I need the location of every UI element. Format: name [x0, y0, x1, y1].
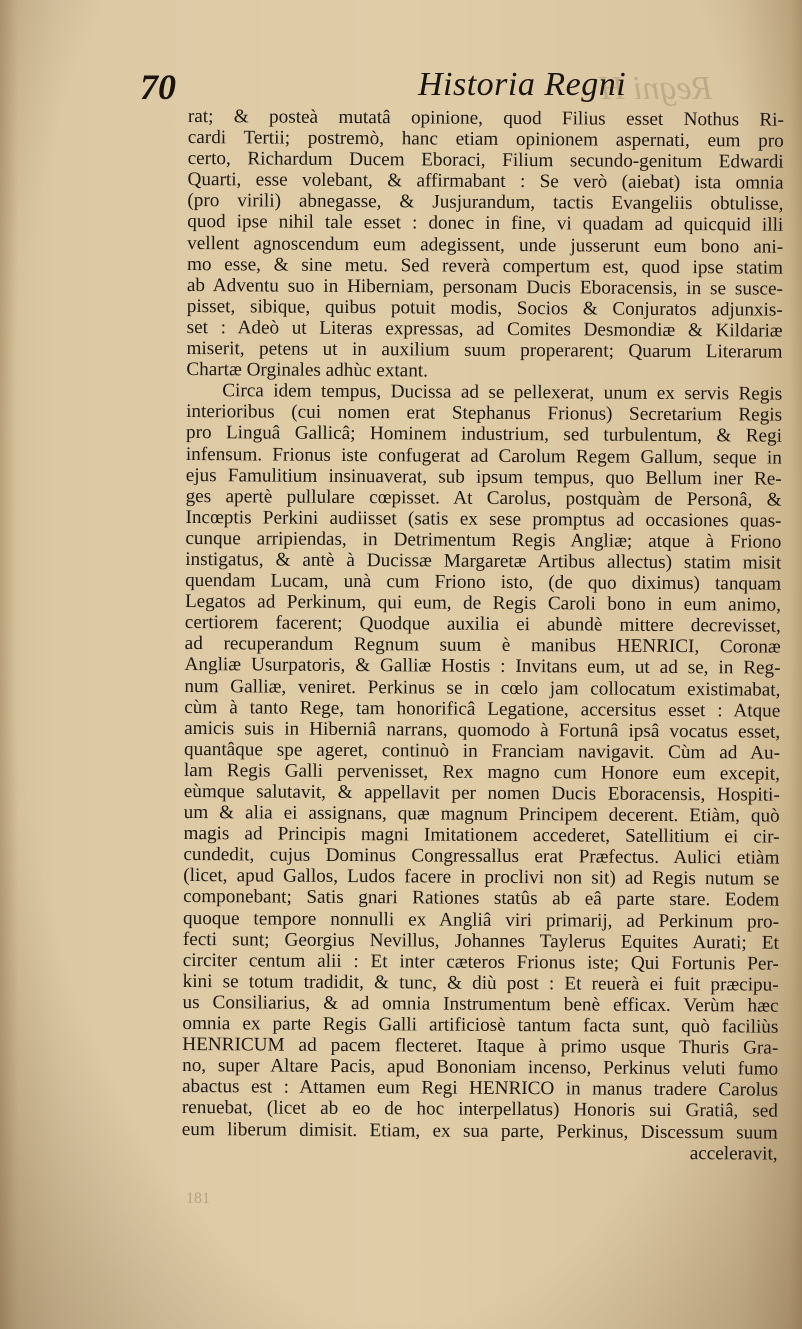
text-line: mo esse, & sine metu. Sed reverà compertum est, quod ipse statim [186, 253, 784, 279]
text-line: cùm à tanto Rege, tam honorificâ Legatione, accersitus esset : Atque [184, 696, 781, 722]
text-line: lam Regis Galli pervenisset, Rex magno cum Honore eum excepit, [183, 759, 780, 785]
text-line: rat; & posteà mutatâ opinione, quod Filius esset Nothus Ri- [187, 106, 784, 131]
text-line: cunque arripiendas, in Detrimentum Regis Angliæ; atque à Friono [185, 527, 782, 553]
catchword: acceleravit, [689, 1142, 778, 1165]
text-line: infensum. Frionus iste confugerat ad Carolum Regem Gallum, seque in [185, 443, 782, 469]
text-line: us Consiliarius, & ad omnia Instrumentum benè efficax. Verùm hæc [182, 991, 779, 1017]
text-line: kini se totum tradidit, & tunc, & diù post : Et reuerà ei fuit præcipu- [182, 970, 779, 996]
text-line: certiorem facerent; Quodque auxilia ei abundè mittere decrevisset, [184, 612, 781, 637]
text-line: abactus est : Attamen eum Regi HENRICO in manus tradere Carolus [181, 1076, 779, 1101]
text-line: quendam Lucam, unà cum Friono isto, (de quo diximus) tanquam [185, 570, 782, 595]
text-line: (licet, apud Gallos, Ludos facere in proclivi non sit) ad Regis nutum se [183, 865, 780, 891]
text-line: Circa idem tempus, Ducissa ad se pellexerat, unum ex servis Regis [222, 380, 783, 405]
text-line: renuebat, (licet ab eo de hoc interpellatus) Honoris sui Gratiâ, sed [181, 1097, 778, 1123]
text-line: cundedit, cujus Dominus Congressallus erat Præfectus. Aulici etiàm [183, 844, 780, 869]
text-line: pisset, sibique, quibus potuit modis, Socios & Conjuratos adjunxis- [186, 295, 783, 321]
text-line: Incœptis Perkini audiisset (satis ex sese promptus ad occasiones quas- [185, 506, 782, 532]
text-line: (pro virili) abnegasse, & Jusjurandum, tactis Evangeliis obtulisse, [187, 190, 784, 216]
text-line: Legatos ad Perkinum, qui eum, de Regis Caroli bono in eum animo, [184, 591, 782, 616]
text-line: circiter centum alii : Et inter cæteros Frionus iste; Qui Fortunis Per- [182, 949, 779, 975]
text-line: ejus Famulitium insinuaverat, sub ipsum tempus, quo Bellum iner Re- [185, 464, 782, 490]
text-line: vellent agnoscendum eum adegissent, unde jusserunt eum bono ani- [187, 232, 784, 258]
text-line: interioribus (cui nomen erat Stephanus Frionus) Secretarium Regis [186, 401, 783, 426]
running-title: Historia Regni [418, 66, 627, 103]
text-line: Angliæ Usurpatoris, & Galliæ Hostis : Invitans eum, ut ad se, in Reg- [184, 654, 781, 680]
show-through-text: Regni H [600, 70, 713, 107]
text-line: ab Adventu suo in Hiberniam, personam Ducis Eboracensis, in se susce- [186, 274, 783, 300]
text-line: pro Linguâ Gallicâ; Hominem industrium, sed turbulentum, & Regi [185, 422, 783, 448]
show-through-mark: 181 [186, 1190, 210, 1207]
text-line: magis ad Principis magni Imitationem accederet, Satellitium ei cir- [183, 823, 780, 848]
text-line: Quarti, esse volebant, & affirmabant : Se verò (aiebat) ista omnia [187, 169, 784, 194]
text-line: cardi Tertii; postremò, hanc etiam opinionem aspernati, eum pro [187, 127, 784, 152]
text-line: um & alia ei assignans, quæ magnum Principem decerent. Etiàm, quò [183, 802, 780, 827]
text-line: omnia ex parte Regis Galli artificiosè tantum facta sunt, quò faciliùs [182, 1013, 779, 1038]
body-text [182, 106, 784, 1164]
text-line: no, super Altare Pacis, apud Bononiam incenso, Perkinus veluti fumo [182, 1055, 779, 1080]
text-line: fecti sunt; Georgius Nevillus, Johannes Taylerus Equites Aurati; Et [182, 928, 779, 954]
text-line: certo, Richardum Ducem Eboraci, Filium secundo-genitum Edwardi [187, 148, 784, 173]
text-line: amicis suis in Hiberniâ narrans, quomodo à Fortunâ ipsâ vocatus esset, [184, 717, 781, 743]
text-line: set : Adeò ut Literas expressas, ad Comites Desmondiæ & Kildariæ [186, 316, 783, 342]
page-number: 70 [140, 67, 176, 107]
text-line: miserit, petens ut in auxilium suum properarent; Quarum Literarum [186, 338, 783, 363]
text-line: eum liberum dimisit. Etiam, ex sua parte, Perkinus, Discessum suum [181, 1118, 778, 1144]
text-line: eùmque salutavit, & appellavit per nomen Ducis Eboracensis, Hospiti- [183, 780, 780, 806]
text-line: componebant; Satis gnari Rationes statûs ab eâ parte stare. Eodem [183, 886, 780, 912]
text-line: HENRICUM ad pacem flecteret. Itaque à primo usque Thuris Gra- [182, 1034, 779, 1059]
text-line: quantâque spe ageret, continuò in Franciam navigavit. Cùm ad Au- [184, 738, 781, 764]
text-line: num Galliæ, veniret. Perkinus se in cœlo jam collocatum existimabat, [184, 675, 781, 701]
text-line: quod ipse nihil tale esset : donec in fine, vi quadam ad quicquid illi [187, 211, 784, 237]
text-line: quoque tempore nonnulli ex Angliâ viri primarij, ad Perkinum pro- [182, 907, 780, 933]
page-header [0, 62, 802, 108]
text-line: instigatus, & antè à Ducissæ Margaretæ Artibus allectus) statim misit [185, 548, 782, 574]
text-line: ad recuperandum Regnum suum è manibus HENRICI, Coronæ [184, 633, 781, 658]
text-line: Chartæ Orginales adhùc extant. [186, 359, 429, 382]
text-line: ges apertè pullulare cœpisset. At Carolus, postquàm de Personâ, & [185, 485, 782, 511]
